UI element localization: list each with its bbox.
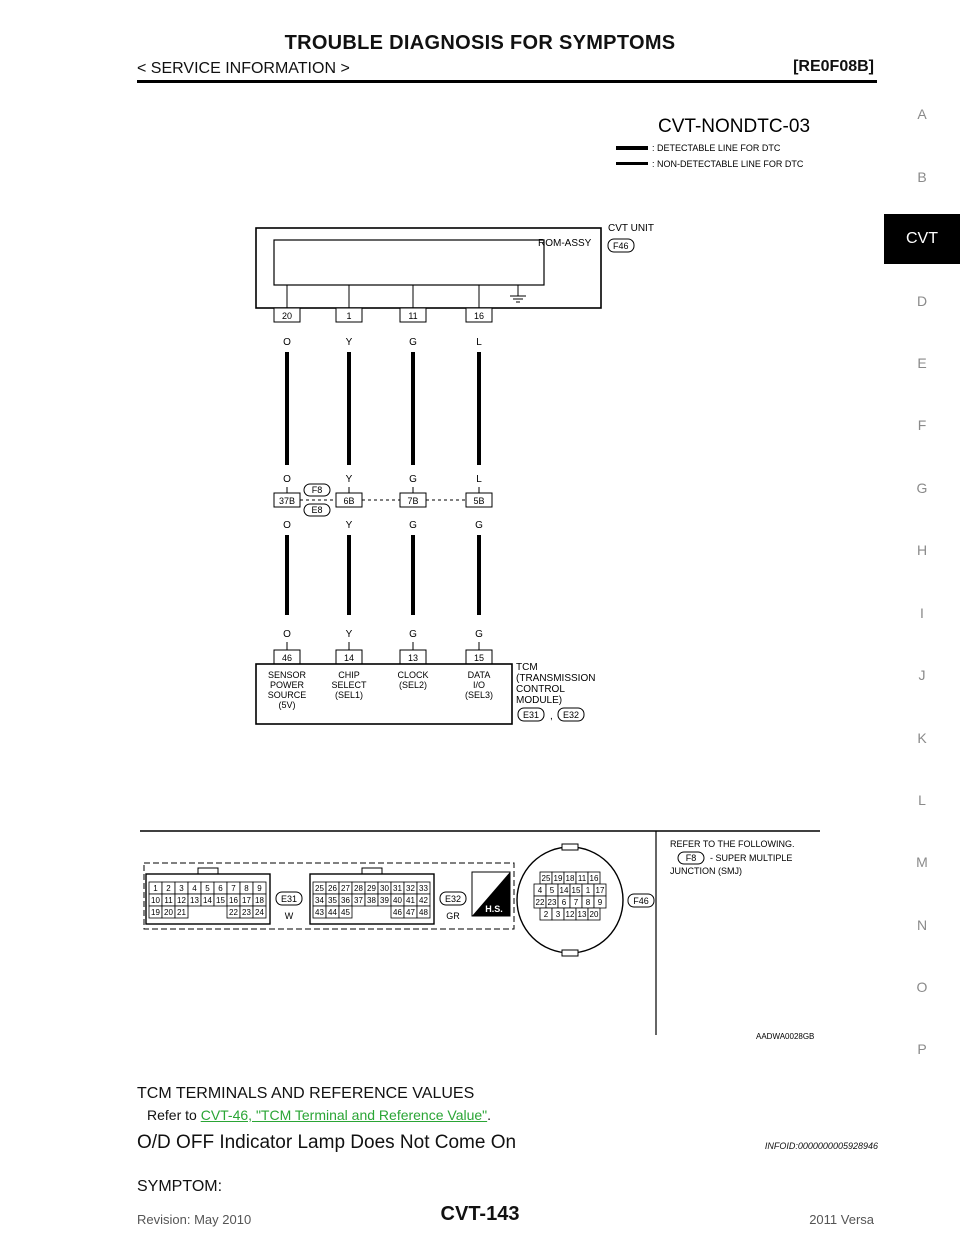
svg-text:,: , (550, 711, 553, 722)
connector-pin-number: 9 (597, 898, 603, 907)
wire-color-label: O (283, 520, 291, 531)
connector-pin-number: 32 (406, 884, 415, 893)
connector-pin-number: 5 (205, 884, 210, 893)
wire-color-label: Y (345, 337, 353, 348)
refer-text-2: JUNCTION (SMJ) (670, 866, 742, 876)
tab-m[interactable]: M (916, 854, 928, 870)
tcm-pin-label-15: DATA I/O (SEL3) (464, 670, 494, 700)
tab-p[interactable]: P (917, 1041, 927, 1057)
section-subtitle: < SERVICE INFORMATION > (137, 60, 350, 77)
connector-pin-number: 31 (393, 884, 402, 893)
revision-text: Revision: May 2010 (137, 1212, 252, 1227)
tab-b[interactable]: B (917, 169, 927, 185)
symptom-label: SYMPTOM: (137, 1178, 223, 1195)
connector-pin-number: 44 (328, 908, 337, 917)
connector-pin-number: 46 (393, 908, 402, 917)
section-heading: TCM TERMINALS AND REFERENCE VALUES (137, 1085, 475, 1102)
connector-pin-number: 14 (203, 896, 212, 905)
connector-pin-number: 25 (315, 884, 324, 893)
tab-n[interactable]: N (916, 917, 928, 933)
svg-text:E32: E32 (444, 894, 462, 904)
figure-code: AADWA0028GB (756, 1032, 815, 1041)
svg-text:16: 16 (473, 311, 485, 321)
wire-color-label: Y (345, 474, 353, 485)
connector-e31-color: W (284, 911, 294, 921)
connector-pin-number: 3 (179, 884, 184, 893)
connector-pin-number: 22 (535, 898, 545, 907)
wire-color-label: Y (345, 520, 353, 531)
connector-pin-number: 16 (589, 874, 599, 883)
connector-pin-number: 20 (589, 910, 599, 919)
svg-text:E31: E31 (280, 894, 298, 904)
svg-text:5B: 5B (473, 496, 485, 506)
connector-pin-number: 26 (328, 884, 337, 893)
refer-suffix: . (487, 1107, 492, 1123)
svg-text:1: 1 (346, 311, 352, 321)
svg-text:6B: 6B (343, 496, 355, 506)
connector-pin-number: 1 (585, 886, 591, 895)
page-title: TROUBLE DIAGNOSIS FOR SYMPTOMS (284, 32, 676, 54)
legend-detectable: : DETECTABLE LINE FOR DTC (652, 143, 781, 153)
connector-pin-number: 43 (315, 908, 324, 917)
svg-text:15: 15 (473, 653, 485, 663)
wire-color-label: G (409, 337, 417, 348)
tab-a[interactable]: A (917, 106, 927, 122)
tcm-label: TCM (TRANSMISSION CONTROL MODULE) (516, 662, 596, 706)
rom-assy-label: ROM-ASSY (538, 238, 592, 249)
svg-text:E32: E32 (562, 710, 580, 720)
connector-pin-number: 19 (553, 874, 563, 883)
cvt-unit-label: CVT UNIT (608, 223, 654, 234)
svg-text:11: 11 (408, 311, 418, 321)
page-number: CVT-143 (440, 1203, 520, 1225)
info-id: INFOID:0000000005928946 (764, 1141, 878, 1151)
refer-text-1: - SUPER MULTIPLE (710, 853, 793, 863)
connector-pin-number: 11 (164, 896, 173, 905)
connector-pin-number: 13 (190, 896, 199, 905)
connector-pin-number: 23 (547, 898, 557, 907)
connector-pin-number: 8 (244, 884, 249, 893)
connector-f46-tag-text: F46 (613, 241, 629, 251)
tcm-pin-label-14: CHIP SELECT (SEL1) (331, 670, 367, 700)
tab-g[interactable]: G (916, 480, 928, 496)
connector-pin-number: 29 (367, 884, 376, 893)
svg-text:H.S.: H.S. (485, 904, 503, 914)
wire-color-label: G (475, 520, 483, 531)
connector-pin-number: 15 (216, 896, 225, 905)
wire-color-label: L (476, 474, 482, 485)
connector-pin-number: 24 (255, 908, 264, 917)
tab-cvt[interactable]: CVT (884, 214, 960, 264)
cvt-wire-3 (400, 285, 426, 664)
connector-pin-number: 11 (577, 874, 587, 883)
connector-pin-number: 28 (354, 884, 363, 893)
connector-pin-number: 4 (537, 886, 543, 895)
tab-e[interactable]: E (917, 355, 927, 371)
connector-pin-number: 18 (565, 874, 575, 883)
connector-pin-number: 37 (354, 896, 363, 905)
connector-pin-number: 17 (595, 886, 605, 895)
wire-color-label: G (409, 629, 417, 640)
svg-text:E31: E31 (522, 710, 540, 720)
tab-h[interactable]: H (916, 542, 928, 558)
connector-pin-number: 45 (341, 908, 350, 917)
wire-color-label: O (283, 474, 291, 485)
tab-j[interactable]: J (918, 667, 926, 683)
connector-pin-number: 38 (367, 896, 376, 905)
connector-pin-number: 21 (177, 908, 186, 917)
legend-non-detectable: : NON-DETECTABLE LINE FOR DTC (652, 159, 804, 169)
cvt-wire-2 (336, 285, 362, 664)
tab-i[interactable]: I (920, 605, 924, 621)
connector-pin-number: 19 (151, 908, 160, 917)
connector-pin-number: 7 (231, 884, 236, 893)
connector-pin-number: 23 (242, 908, 251, 917)
connector-pin-number: 42 (419, 896, 428, 905)
tab-o[interactable]: O (916, 979, 928, 995)
header-rule (137, 80, 877, 83)
svg-text:20: 20 (281, 311, 293, 321)
connector-pin-number: 2 (166, 884, 171, 893)
connector-pin-number: 2 (543, 910, 549, 919)
connector-pin-number: 7 (573, 898, 579, 907)
tcm-pin-label-13: CLOCK (SEL2) (397, 670, 429, 690)
connector-pin-number: 34 (315, 896, 324, 905)
model-code: [RE0F08B] (793, 58, 874, 75)
model-year: 2011 Versa (809, 1212, 874, 1227)
svg-text:7B: 7B (407, 496, 419, 506)
symptom-title: O/D OFF Indicator Lamp Does Not Come On (137, 1132, 517, 1153)
connector-pin-number: 12 (177, 896, 186, 905)
connector-pin-number: 36 (341, 896, 350, 905)
wiring-diagram (138, 100, 838, 1060)
reference-link[interactable]: CVT-46, "TCM Terminal and Reference Value" (200, 1107, 488, 1123)
svg-text:F8: F8 (685, 853, 697, 863)
harness-side-icon (472, 872, 510, 916)
connector-pin-number: 20 (164, 908, 173, 917)
connector-pin-number: 33 (419, 884, 428, 893)
connector-pin-number: 27 (341, 884, 350, 893)
wire-color-label: O (283, 629, 291, 640)
connector-pin-number: 8 (585, 898, 591, 907)
connector-pin-number: 13 (577, 910, 587, 919)
connector-pin-number: 41 (406, 896, 415, 905)
connector-pin-number: 3 (555, 910, 561, 919)
connector-pin-number: 22 (229, 908, 238, 917)
connector-pin-number: 1 (153, 884, 158, 893)
wire-color-label: G (409, 520, 417, 531)
connector-pin-number: 5 (549, 886, 555, 895)
wire-color-label: G (409, 474, 417, 485)
cvt-wire-4 (466, 285, 492, 664)
tab-l[interactable]: L (918, 792, 926, 808)
connector-pin-number: 10 (151, 896, 160, 905)
wire-color-label: O (283, 337, 291, 348)
cvt-wire-1 (274, 285, 300, 664)
connector-e31-face (146, 868, 302, 924)
tcm-pin-label-46: SENSOR POWER SOURCE (5V) (267, 670, 307, 710)
connector-pin-number: 35 (328, 896, 337, 905)
svg-text:E8: E8 (311, 505, 323, 515)
connector-pin-number: 14 (559, 886, 569, 895)
connector-e32-face (310, 868, 466, 924)
refer-prefix: Refer to (147, 1107, 201, 1123)
connector-pin-number: 9 (257, 884, 262, 893)
tab-d[interactable]: D (916, 293, 928, 309)
connector-pin-number: 12 (565, 910, 575, 919)
wire-color-label: Y (345, 629, 353, 640)
connector-pin-number: 17 (242, 896, 251, 905)
connector-pin-number: 4 (192, 884, 197, 893)
rom-assy-box (274, 240, 544, 285)
tab-f[interactable]: F (917, 417, 927, 433)
svg-text:F46: F46 (633, 896, 649, 906)
svg-text:13: 13 (407, 653, 419, 663)
svg-text:46: 46 (281, 653, 293, 663)
connector-pin-number: 47 (406, 908, 415, 917)
connector-pin-number: 6 (561, 898, 567, 907)
connector-pin-number: 15 (571, 886, 581, 895)
diagram-id: CVT-NONDTC-03 (658, 116, 811, 137)
connector-pin-number: 25 (541, 874, 551, 883)
legend-thick-line (616, 146, 648, 150)
wire-color-label: L (476, 337, 482, 348)
connector-e32-color: GR (446, 911, 460, 921)
tab-k[interactable]: K (917, 730, 927, 746)
svg-text:37B: 37B (278, 496, 296, 506)
connector-pin-number: 30 (380, 884, 389, 893)
connector-pin-number: 16 (229, 896, 238, 905)
refer-heading: REFER TO THE FOLLOWING. (670, 839, 795, 849)
connector-pin-number: 6 (218, 884, 223, 893)
svg-text:14: 14 (343, 653, 355, 663)
legend-thin-line (616, 162, 648, 165)
wire-color-label: G (475, 629, 483, 640)
connector-f46-face (517, 844, 654, 956)
connector-pin-number: 40 (393, 896, 402, 905)
connector-pin-number: 48 (419, 908, 428, 917)
connector-pin-number: 18 (255, 896, 264, 905)
svg-text:F8: F8 (311, 485, 323, 495)
connector-pin-number: 39 (380, 896, 389, 905)
reference-line (147, 1107, 491, 1123)
